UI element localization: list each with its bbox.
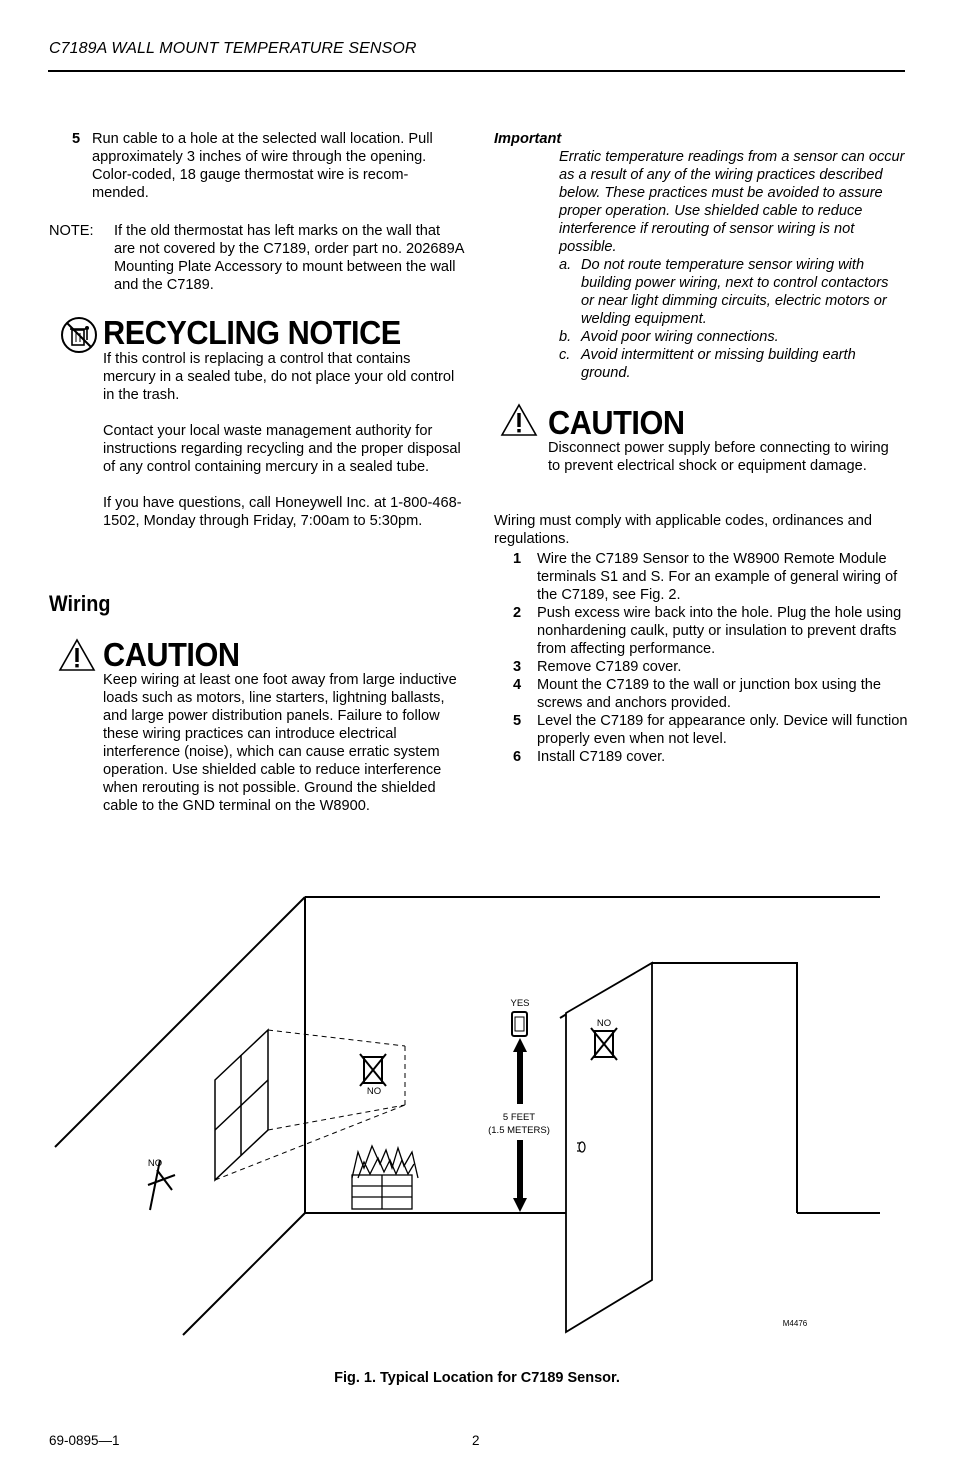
step-item [513, 604, 908, 658]
footer-doc-number: 69-0895—1 [49, 1433, 120, 1448]
recycling-paragraph: If you have questions, call Honeywell Inc. at 1-800-468-1502, Monday through Friday, 7:00am to 5:30pm. [103, 495, 462, 529]
step-text: Level the C7189 for appearance only. Device will function properly even when not level. [537, 713, 908, 747]
sensor-correct-location [512, 1012, 527, 1036]
warning-triangle-icon [500, 403, 538, 442]
step-number: 5 [72, 131, 81, 147]
list-letter: a. [559, 257, 572, 273]
label-no-window: NO [366, 1086, 382, 1097]
step-text: Push excess wire back into the hole. Plug the hole using nonhardening caulk, putty or insulation to prevent drafts from affecting performance. [537, 605, 902, 657]
step-item [513, 676, 908, 712]
note [49, 222, 464, 294]
step-text: Install C7189 cover. [537, 749, 666, 765]
recycling-notice-title: RECYCLING NOTICE [103, 314, 401, 351]
list-item [559, 346, 904, 382]
step-number: 2 [513, 605, 522, 621]
sensor-crossed-out-window [360, 1054, 386, 1086]
install-steps [513, 550, 908, 766]
header-rule [48, 70, 905, 72]
step-number: 5 [513, 713, 522, 729]
important-label: Important [494, 131, 562, 147]
label-height-metric: (1.5 METERS) [488, 1125, 550, 1136]
caution-text: Keep wiring at least one foot away from large inductive loads such as motors, line starters, lightning ballasts, and large power distribution panels. Failure to follow these wiring practices can introduce electrical interference (noise), which can cause erratic system operation. Use shielded cable to reduce interference when rerouting is not possible. Ground the shielded cable to the GND terminal on the W8900. [103, 672, 457, 814]
important-text: Erratic temperature readings from a sensor can occur as a result of any of the wiring practices described below. These practices must be avoided to assure proper operation. Use shielded cable to reduce interference if rerouting of sensor wiring is not possible. [559, 149, 905, 255]
step-number: 3 [513, 659, 522, 675]
caution-text: Disconnect power supply before connecting to wiring to prevent electrical shock or equipment damage. [548, 440, 889, 474]
window [215, 1030, 268, 1180]
recycling-paragraph: Contact your local waste management authority for instructions regarding recycling and the proper disposal of any control containing mercury in a sealed tube. [103, 423, 461, 475]
warning-triangle-icon [58, 638, 96, 677]
heater-flames [352, 1146, 418, 1209]
step-item [513, 712, 908, 748]
step-text: Mount the C7189 to the wall or junction box using the screws and anchors provided. [537, 677, 881, 711]
list-item-text: Avoid poor wiring connections. [581, 329, 779, 345]
recycling-paragraph: If this control is replacing a control that contains mercury in a sealed tube, do not place your old control in the trash. [103, 351, 455, 403]
label-yes: YES [510, 998, 530, 1009]
step-text: Run cable to a hole at the selected wall location. Pull approximately 3 inches of wire through the opening. Color-coded, 18 gauge thermostat wire is recom-mended. [92, 131, 433, 201]
list-item-text: Avoid intermittent or missing building earth ground. [581, 347, 856, 381]
caution-title: CAUTION [548, 404, 685, 441]
list-item-text: Do not route temperature sensor wiring with building power wiring, next to control contactors or near light dimming circuits, electric motors or welding equipment. [581, 257, 889, 327]
figure-code: M4476 [782, 1319, 808, 1328]
list-item [559, 328, 904, 346]
step-number: 6 [513, 749, 522, 765]
figure-caption: Fig. 1. Typical Location for C7189 Sensor. [334, 1370, 620, 1386]
note-label: NOTE: [49, 223, 94, 239]
step-item [513, 658, 908, 676]
wiring-heading: Wiring [49, 591, 111, 616]
comply-text: Wiring must comply with applicable codes, ordinances and regulations. [494, 513, 872, 547]
note-text: If the old thermostat has left marks on the wall that are not covered by the C7189, order part no. 202689A Mounting Plate Accessory to mount between the wall and the C7189. [114, 223, 464, 293]
caution-title: CAUTION [103, 636, 240, 673]
step-text: Remove C7189 cover. [537, 659, 682, 675]
step-5 [72, 130, 464, 202]
list-item [559, 256, 904, 328]
list-letter: c. [559, 347, 571, 363]
step-text: Wire the C7189 Sensor to the W8900 Remote Module terminals S1 and S. For an example of general wiring of the C7189, see Fig. 2. [537, 551, 898, 603]
step-item [513, 550, 908, 604]
label-no-door: NO [596, 1018, 612, 1029]
step-number: 4 [513, 677, 522, 693]
list-letter: b. [559, 329, 572, 345]
label-height: 5 FEET [502, 1112, 536, 1123]
important-list [559, 256, 904, 382]
room-illustration [0, 880, 954, 1350]
step-item [513, 748, 908, 766]
footer-page-number: 2 [472, 1433, 480, 1448]
document-header-title: C7189A WALL MOUNT TEMPERATURE SENSOR [49, 40, 417, 57]
recycling-icon [60, 316, 98, 359]
label-no-corner: NO [147, 1158, 163, 1169]
step-number: 1 [513, 551, 522, 567]
recycling-notice-body [103, 350, 465, 530]
